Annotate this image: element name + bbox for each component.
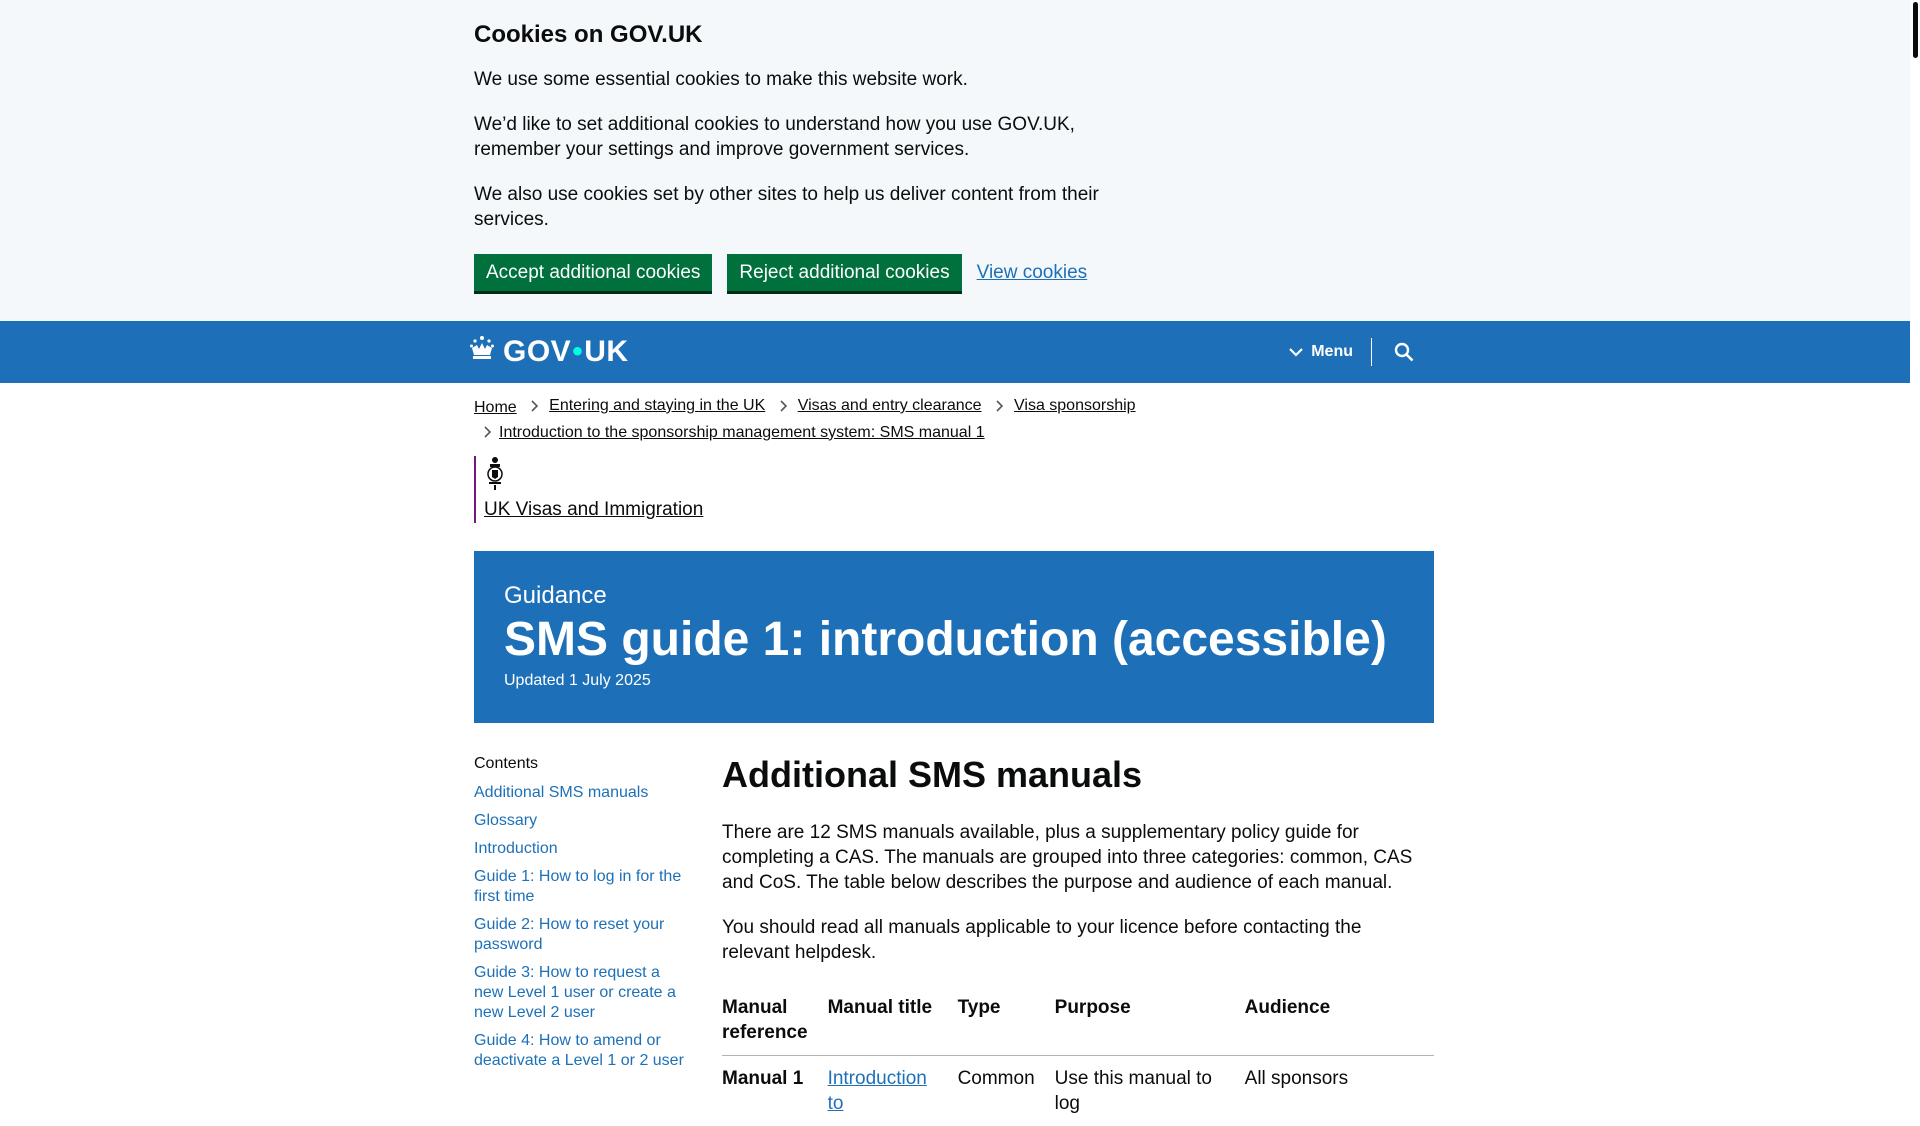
contents-link[interactable]: Guide 1: How to log in for the first time [474, 868, 681, 905]
list-item [474, 915, 692, 955]
column-header: Manual title [828, 985, 958, 1056]
view-cookies-link[interactable]: View cookies [977, 262, 1088, 284]
breadcrumb-item [474, 420, 985, 445]
contents-list [474, 783, 692, 1071]
helpdesk-paragraph: You should read all manuals applicable to your licence before contacting the relevant helpdesk. [722, 915, 1434, 965]
contents-link[interactable]: Guide 2: How to reset your password [474, 916, 664, 953]
breadcrumb-item [770, 393, 982, 418]
reject-cookies-button[interactable]: Reject additional cookies [727, 254, 961, 291]
cookie-text-1: We use some essential cookies to make this website work. [474, 67, 1114, 92]
column-header: Manual reference [722, 985, 828, 1056]
contents-heading: Contents [474, 755, 692, 773]
chevron-right-icon [996, 400, 1004, 412]
list-item [474, 811, 692, 831]
column-header: Purpose [1055, 985, 1245, 1056]
royal-coat-of-arms-icon [484, 456, 506, 490]
column-header: Type [958, 985, 1055, 1056]
breadcrumb-link-visa-sponsorship[interactable]: Visa sponsorship [1014, 393, 1136, 418]
table-cell: Manual 1 [722, 1056, 828, 1126]
breadcrumb-item [986, 393, 1136, 418]
list-item [474, 783, 692, 803]
scrollbar[interactable] [1910, 0, 1920, 1080]
list-item [474, 867, 692, 907]
table-cell: Use this manual to log [1055, 1056, 1245, 1126]
site-header [0, 321, 1910, 383]
title-block [474, 551, 1434, 723]
chevron-right-icon [780, 400, 788, 412]
contents-link[interactable]: Introduction [474, 840, 558, 857]
table-header-row [722, 985, 1434, 1056]
cookie-banner [0, 0, 1920, 321]
logo-uk-text: UK [584, 335, 628, 369]
list-item [474, 963, 692, 1023]
cookie-button-row [474, 254, 1434, 291]
table-cell: Common [958, 1056, 1055, 1126]
page-title: SMS guide 1: introduction (accessible) [504, 615, 1404, 665]
crown-icon [469, 335, 495, 369]
chevron-right-icon [531, 400, 539, 412]
contents-link[interactable]: Guide 4: How to amend or deactivate a Level 1 or 2 user [474, 1032, 684, 1069]
breadcrumb-item [474, 395, 517, 420]
cookie-text-3: We also use cookies set by other sites to help us deliver content from their services. [474, 182, 1114, 232]
organisation-link[interactable]: UK Visas and Immigration [484, 499, 724, 523]
intro-paragraph: There are 12 SMS manuals available, plus a supplementary policy guide for completing a CAS. The manuals are grouped into three categories: common, CAS and CoS. The table below describes the purpose and audience of each manual. [722, 820, 1434, 895]
cookie-banner-title: Cookies on GOV.UK [474, 20, 1434, 50]
updated-date: Updated 1 July 2025 [504, 672, 1404, 690]
contents-link[interactable]: Glossary [474, 812, 537, 829]
cookie-text-2: We’d like to set additional cookies to understand how you use GOV.UK, remember your settings and improve government services. [474, 112, 1114, 162]
accept-cookies-button[interactable]: Accept additional cookies [474, 254, 712, 291]
chevron-down-icon [1289, 347, 1303, 357]
menu-label: Menu [1311, 343, 1353, 361]
contents-nav [474, 755, 692, 1126]
contents-link[interactable]: Guide 3: How to request a new Level 1 user or create a new Level 2 user [474, 964, 676, 1021]
main-content [722, 755, 1434, 1126]
manual-title-link[interactable]: Introduction to [828, 1068, 927, 1114]
scrollbar-thumb[interactable] [1913, 2, 1918, 58]
search-button[interactable] [1372, 342, 1429, 362]
breadcrumb-link-entering-staying[interactable]: Entering and staying in the UK [549, 393, 765, 418]
govuk-logo[interactable] [469, 335, 629, 369]
breadcrumb-link-home[interactable]: Home [474, 395, 517, 420]
table-cell [828, 1056, 958, 1126]
header-actions [1289, 338, 1429, 366]
column-header: Audience [1245, 985, 1434, 1056]
search-icon [1394, 342, 1414, 362]
list-item [474, 839, 692, 859]
body-row [474, 755, 1434, 1126]
page-context: Guidance [504, 581, 1404, 611]
logo-gov-text: GOV [503, 335, 571, 369]
organisation-logo [474, 456, 724, 523]
chevron-right-icon [484, 426, 492, 438]
contents-link[interactable]: Additional SMS manuals [474, 784, 648, 801]
list-item [474, 1031, 692, 1071]
breadcrumb-link-sms-manual[interactable]: Introduction to the sponsorship management system: SMS manual 1 [499, 420, 985, 445]
breadcrumb [474, 383, 1434, 446]
menu-button[interactable] [1289, 338, 1372, 366]
breadcrumb-item [521, 393, 765, 418]
manuals-table [722, 985, 1434, 1126]
section-heading: Additional SMS manuals [722, 755, 1434, 795]
breadcrumb-link-visas-entry[interactable]: Visas and entry clearance [798, 393, 982, 418]
table-cell: All sponsors [1245, 1056, 1434, 1126]
logo-dot: • [572, 335, 583, 369]
table-row [722, 1056, 1434, 1126]
